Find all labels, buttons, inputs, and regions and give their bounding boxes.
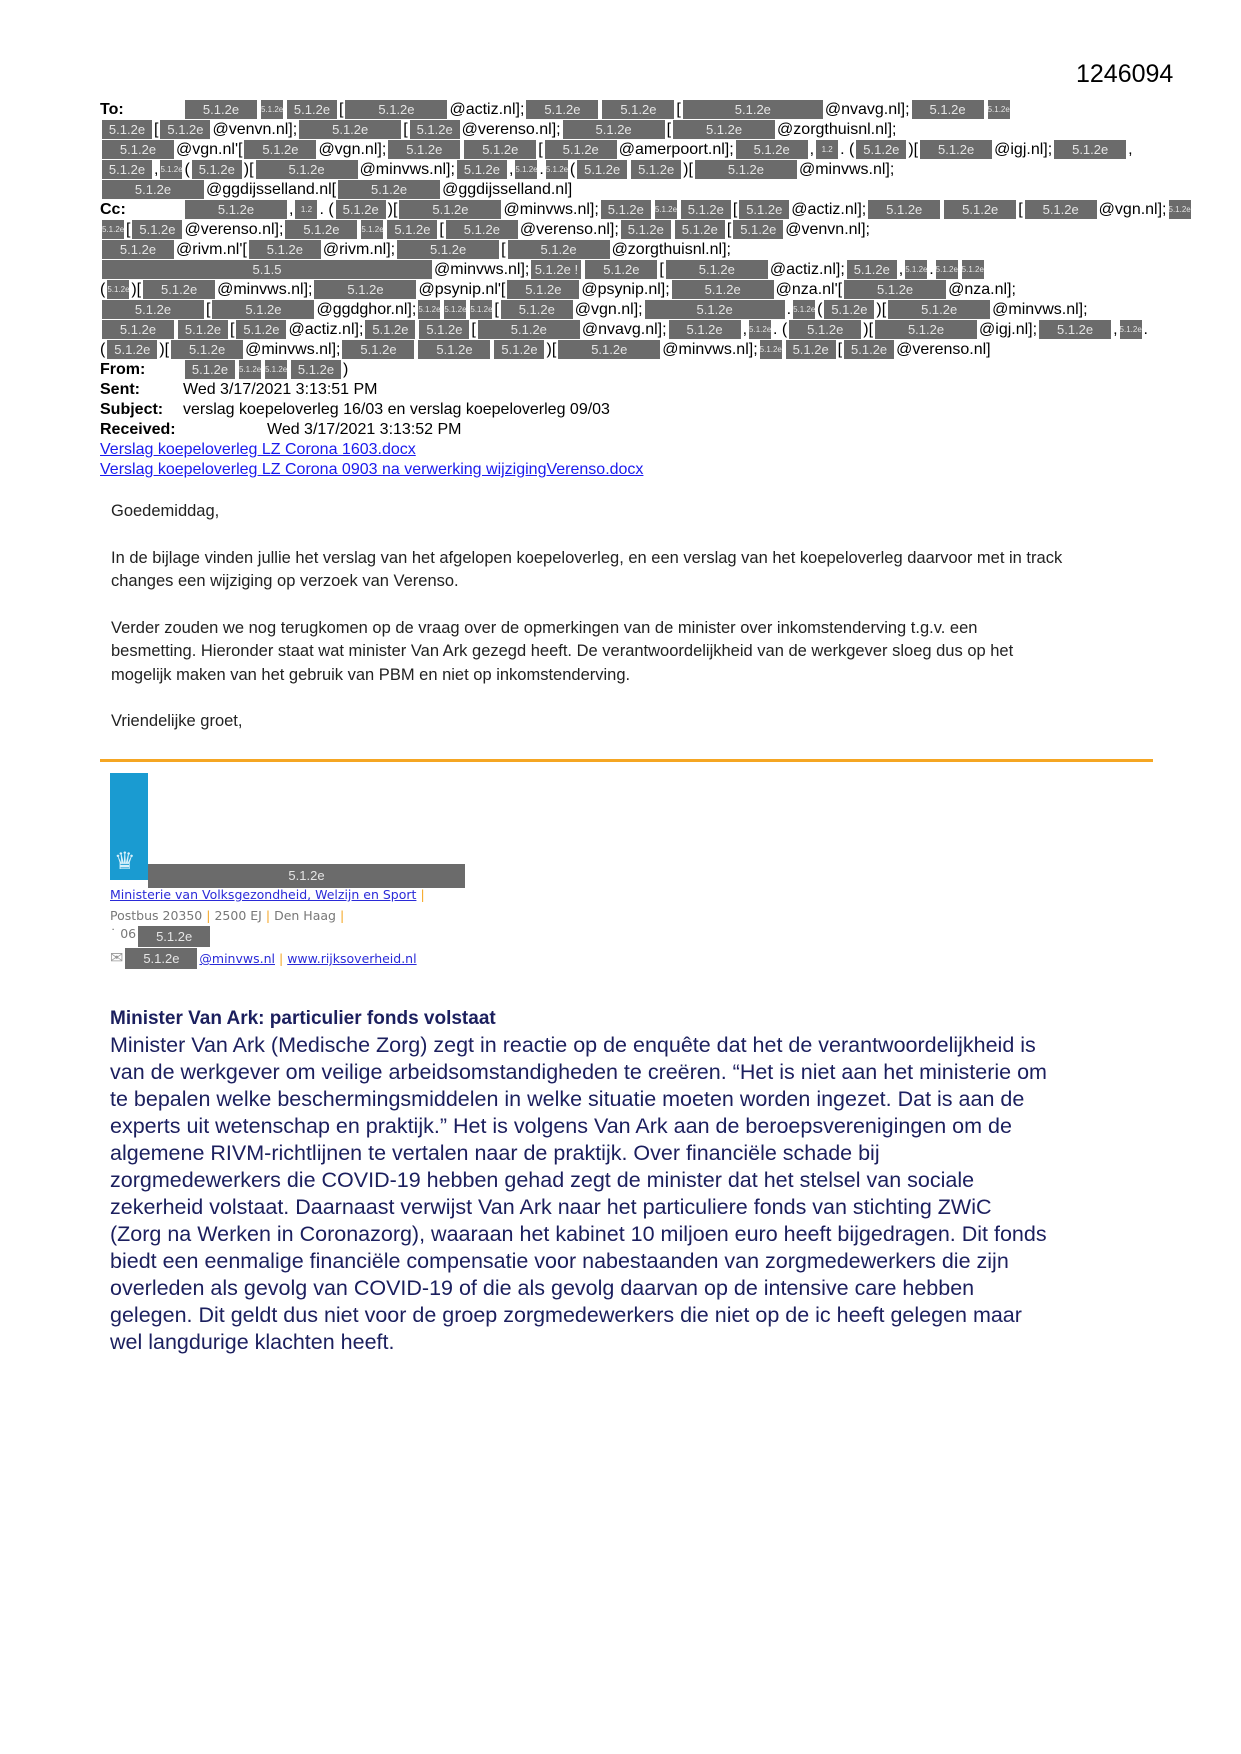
cc-row <box>100 320 1148 340</box>
redaction-box: 5.1.2e <box>418 300 440 319</box>
recipient-text: )[ <box>546 341 557 358</box>
redaction-box: 5.1.2e <box>102 300 204 319</box>
recipient-text: )[ <box>159 341 170 358</box>
redaction-box: 5.1.2e <box>185 200 287 219</box>
recipient-text: @nvavg.nl]; <box>581 321 667 338</box>
recipient-text: [ <box>666 121 672 138</box>
recipient-text: @igj.nl]; <box>979 321 1038 338</box>
recipient-text: @vgn.nl]; <box>574 301 643 318</box>
ministry-link[interactable]: Ministerie van Volksgezondheid, Welzijn en Sport <box>110 887 417 902</box>
recipient-text: @minvws.nl]; <box>662 341 758 358</box>
field-label: Cc: <box>100 201 126 218</box>
cc-row <box>100 240 731 260</box>
recipient-text: @verenso.nl]; <box>184 221 284 238</box>
cc-row <box>100 200 1191 220</box>
redaction-box: 5.1.2e <box>102 160 152 179</box>
redaction-box: 5.1.2e <box>444 300 466 319</box>
received-row <box>100 420 643 440</box>
redaction-box: 5.1.2e <box>631 160 681 179</box>
redaction-box: 5.1.2e <box>418 340 490 359</box>
article-title: Minister Van Ark: particulier fonds volstaat <box>110 1008 496 1029</box>
redaction-box: 5.1.2e <box>672 280 774 299</box>
recipient-text: [ <box>837 341 843 358</box>
redaction-box: 5.1.2e <box>107 280 129 299</box>
redaction-box: 5.1.2e <box>185 100 257 119</box>
greeting: Goedemiddag, <box>111 502 220 520</box>
attachment-link[interactable]: Verslag koepeloverleg LZ Corona 1603.docx <box>100 441 416 458</box>
cc-row <box>100 300 1088 320</box>
redaction-box: 5.1.2e <box>824 300 874 319</box>
redaction-box: 5.1.2e <box>545 140 617 159</box>
redaction-box: 5.1.2e <box>102 320 174 339</box>
recipient-text: . ( <box>319 201 334 218</box>
redaction-box: 5.1.2e <box>256 160 358 179</box>
subject-row <box>100 400 643 420</box>
article-line: (Zorg na Werken in Coronazorg), waaraan het kabinet 10 miljoen euro heeft bijgedragen. Dit fonds <box>110 1222 1047 1246</box>
recipient-text: ( <box>817 301 823 318</box>
recipient-text: [ <box>403 121 408 138</box>
redaction-box: 5.1.2e <box>285 220 357 239</box>
recipient-text: [ <box>676 101 681 118</box>
article-line: experts uit wetenschap en praktijk.” Het is volgens Van Ark aan de beroepsverenigingen om de <box>110 1114 1012 1138</box>
redaction-box: 5.1.2e <box>655 200 677 219</box>
field-label: Sent: <box>100 381 140 398</box>
redaction-box: 5.1.2e <box>387 220 437 239</box>
recipient-text: ( <box>100 341 106 358</box>
redaction-box: 5.1.2e <box>602 100 674 119</box>
redaction-box: 5.1.2e <box>526 100 598 119</box>
redaction-box: 5.1.2e <box>844 280 946 299</box>
recipient-text: @nza.nl]; <box>948 281 1016 298</box>
recipient-text: @verenso.nl]; <box>461 121 561 138</box>
subject-value: verslag koepeloverleg 16/03 en verslag koepeloverleg 09/03 <box>183 401 610 418</box>
redaction-box: 5.1.2e <box>236 320 286 339</box>
recipient-text: @venvn.nl]; <box>785 221 870 238</box>
cc-row <box>100 340 991 360</box>
recipient-text: @vgn.nl'[ <box>176 141 243 158</box>
redaction-box: 5.1.2e <box>345 100 447 119</box>
to-row <box>100 160 895 180</box>
redaction-box: 5.1.2e <box>683 100 823 119</box>
redaction-box: 5.1.2e <box>736 140 808 159</box>
para2-line: mogelijk maken van het gebruik van PBM en niet op inkomstenderving. <box>111 665 631 684</box>
recipient-text: [ <box>1018 201 1023 218</box>
recipient-text: @rivm.nl'[ <box>176 241 247 258</box>
para1-line: changes een wijziging op verzoek van Verenso. <box>111 572 459 590</box>
attachment-link[interactable]: Verslag koepeloverleg LZ Corona 0903 na verwerking wijzigingVerenso.docx <box>100 461 644 478</box>
recipient-text: @zorgthuisnl.nl]; <box>611 241 731 258</box>
recipient-text: @minvws.nl]; <box>434 261 530 278</box>
recipient-text: @nza.nl'[ <box>775 281 843 298</box>
recipient-text: . ( <box>840 141 855 158</box>
redaction-box: 5.1.2e ! <box>531 260 581 279</box>
redaction-box: 5.1.2e <box>739 200 789 219</box>
redaction-box: 5.1.2e <box>577 160 627 179</box>
recipient-text: )[ <box>243 161 254 178</box>
redaction-box: 5.1.2e <box>102 180 204 199</box>
recipient-text: ( <box>184 161 190 178</box>
article-line: zorgmedewerkers die COVID-19 hebben gehad zegt de minister dat het stelsel van sociale <box>110 1168 975 1192</box>
to-row <box>100 140 1133 160</box>
phone-redaction: 5.1.2e <box>138 926 210 947</box>
recipient-text: @amerpoort.nl]; <box>618 141 734 158</box>
article-line: te bepalen welke beschermingsmiddelen in welke situatie moeten worden ingezet. Dat is aan de <box>110 1087 1025 1111</box>
to-row <box>100 180 643 200</box>
redaction-box: 5.1.2e <box>962 260 984 279</box>
redaction-box: 5.1.2e <box>185 360 235 379</box>
recipient-text: @igj.nl]; <box>994 141 1053 158</box>
redaction-box: 5.1.2e <box>944 200 1016 219</box>
redaction-box: 5.1.2e <box>585 260 657 279</box>
recipient-text: , <box>742 321 748 338</box>
redaction-box: 5.1.2e <box>856 140 906 159</box>
document-number: 1246094 <box>1076 60 1174 88</box>
recipient-text: @minvws.nl]; <box>245 341 341 358</box>
redaction-box: 5.1.2e <box>621 220 671 239</box>
redaction-box: 1.2 <box>295 200 317 219</box>
redaction-box: 5.1.2e <box>102 120 152 139</box>
redaction-box: 5.1.2e <box>287 100 337 119</box>
redaction-box: 5.1.2e <box>695 160 797 179</box>
recipient-text: @psynip.nl'[ <box>418 281 506 298</box>
coat-of-arms-icon: ♛ <box>114 848 136 875</box>
recipient-text: [ <box>501 241 506 258</box>
redaction-box: 5.1.2e <box>107 340 157 359</box>
recipient-text: , <box>898 261 904 278</box>
to-row <box>100 120 897 140</box>
recipient-text: @vgn.nl]; <box>1098 201 1167 218</box>
sent-row <box>100 380 643 400</box>
redaction-box: 5.1.2e <box>508 240 610 259</box>
redaction-box: 1.2 <box>816 140 838 159</box>
recipient-text: )[ <box>683 161 693 178</box>
para1-line: In de bijlage vinden jullie het verslag van het afgelopen koepeloverleg, en een verslag van het koepeloverleg daarvoor met in track <box>111 548 1063 567</box>
recipient-text: [ <box>538 141 543 158</box>
recipient-text: @venvn.nl]; <box>212 121 298 138</box>
recipient-text: @nvavg.nl]; <box>824 101 910 118</box>
recipient-text: @verenso.nl]; <box>519 221 619 238</box>
redaction-box: 5.1.2e <box>681 200 731 219</box>
redaction-box: 5.1.2e <box>132 220 182 239</box>
recipient-text: @minvws.nl]; <box>798 161 895 178</box>
redaction-box: 5.1.2e <box>847 260 897 279</box>
closing: Vriendelijke groet, <box>111 712 243 730</box>
redaction-box: 5.1.2e <box>669 320 741 339</box>
recipient-text: @vgn.nl]; <box>318 141 387 158</box>
recipient-text: @zorgthuisnl.nl]; <box>777 121 897 138</box>
redaction-box: 5.1.2e <box>673 120 775 139</box>
redaction-box: 5.1.2e <box>388 140 460 159</box>
redaction-box: 5.1.2e <box>102 140 174 159</box>
phone-icon: ˙ <box>110 926 117 941</box>
recipient-text: ) <box>343 361 349 378</box>
recipient-text: , <box>1128 141 1133 158</box>
from-row <box>100 360 643 380</box>
redaction-box: 5.1.2e <box>793 300 815 319</box>
article-line: overleden als gevolg van COVID-19 of die als gevolg daarvan op de intensive care hebben <box>110 1276 975 1300</box>
field-label: Received: <box>100 421 176 438</box>
recipient-text: )[ <box>387 201 398 218</box>
para2-line: besmetting. Hieronder staat wat minister Van Ark gezegd heeft. De verantwoordelijkheid van de werkgever sloeg dus op het <box>111 642 1014 660</box>
signature-divider <box>100 759 1153 762</box>
para2-line: Verder zouden we nog terugkomen op de vraag over de opmerkingen van de minister over inkomstenderving t.g.v. een <box>111 618 978 637</box>
recipient-text: @actiz.nl]; <box>288 321 364 338</box>
redaction-box: 5.1.2e <box>1039 320 1111 339</box>
redaction-box: 5.1.2e <box>102 240 174 259</box>
redaction-box: 5.1.2e <box>912 100 984 119</box>
recipient-text: )[ <box>863 321 874 338</box>
redaction-box: 5.1.2e <box>244 140 316 159</box>
redaction-box: 5.1.2e <box>936 260 958 279</box>
redaction-box: 5.1.2e <box>546 160 568 179</box>
article-line: algemene RIVM-richtlijnen te vertalen naar de praktijk. Over financiële schade bij <box>110 1141 880 1165</box>
redaction-box: 5.1.2e <box>494 340 544 359</box>
redaction-box: 5.1.2e <box>1169 200 1191 219</box>
redaction-box: 5.1.2e <box>601 200 651 219</box>
recipient-text: ( <box>569 161 576 178</box>
recipient-text: @verenso.nl] <box>896 341 991 358</box>
recipient-text: @psynip.nl]; <box>581 281 670 298</box>
redaction-box: 5.1.2e <box>212 300 314 319</box>
rijksoverheid-logo <box>110 773 148 880</box>
recipient-text: , <box>1113 321 1118 338</box>
sent-value: Wed 3/17/2021 3:13:51 PM <box>183 381 378 398</box>
redaction-box: 5.1.2e <box>507 280 579 299</box>
article-line: zekerheid volstaat. Daarnaast verwijst Van Ark naar het particuliere fonds van stichting ZWiC <box>110 1195 992 1219</box>
redaction-box: 5.1.2e <box>291 360 341 379</box>
redaction-box: 5.1.2e <box>786 340 836 359</box>
recipient-text: . <box>1143 321 1148 338</box>
recipient-text: [ <box>732 201 738 218</box>
recipient-text: [ <box>726 221 732 238</box>
redaction-box: 5.1.5 <box>102 260 432 279</box>
recipient-text: [ <box>126 221 131 238</box>
redaction-box: 5.1.2e <box>905 260 927 279</box>
redaction-box: 5.1.2e <box>749 320 771 339</box>
redaction-box: 5.1.2e <box>143 280 215 299</box>
redaction-box: 5.1.2e <box>336 200 386 219</box>
article-line: van de werkgever om veilige arbeidsomstandigheden te creëren. “Het is niet aan het ministerie om <box>110 1060 1047 1084</box>
redaction-box: 5.1.2e <box>888 300 990 319</box>
redaction-box: 5.1.2e <box>160 120 210 139</box>
recipient-text: ( <box>100 281 106 298</box>
redaction-box: 5.1.2e <box>501 300 573 319</box>
redaction-box: 5.1.2e <box>920 140 992 159</box>
recipient-text: @actiz.nl]; <box>449 101 525 118</box>
redaction-box: 5.1.2e <box>666 260 768 279</box>
redaction-box: 5.1.2e <box>314 280 416 299</box>
redaction-box: 5.1.2e <box>365 320 415 339</box>
recipient-text: . <box>786 301 792 318</box>
redaction-box: 5.1.2e <box>470 300 492 319</box>
recipient-text: [ <box>339 101 344 118</box>
article-line: gelegen. Dit geldt dus niet voor de groep zorgmedewerkers die niet op de ic heeft gelegen maar <box>110 1303 1022 1327</box>
recipient-text: @minvws.nl]; <box>503 201 599 218</box>
recipient-text: )[ <box>876 301 887 318</box>
redaction-box: 5.1.2e <box>464 140 536 159</box>
field-label: Subject: <box>100 401 164 418</box>
redaction-box: 5.1.2e <box>261 100 283 119</box>
redaction-box: 5.1.2e <box>171 340 243 359</box>
recipient-text: @ggdghor.nl]; <box>316 301 417 318</box>
recipient-text: [ <box>439 221 444 238</box>
phone-line: ˙ 06 5.1.2e <box>110 926 212 947</box>
email-header <box>100 100 1191 480</box>
recipient-text: @actiz.nl]; <box>769 261 845 278</box>
redaction-box: 5.1.2e <box>1054 140 1126 159</box>
redaction-box: 5.1.2e <box>875 320 977 339</box>
recipient-text: [ <box>471 321 476 338</box>
received-value: Wed 3/17/2021 3:13:52 PM <box>267 421 462 438</box>
recipient-text: , <box>289 201 294 218</box>
redaction-box: 5.1.2e <box>1025 200 1097 219</box>
recipient-text: @actiz.nl]; <box>791 201 867 218</box>
address-line: Postbus 20350 | 2500 EJ | Den Haag | <box>110 908 345 923</box>
redaction-box: 5.1.2e <box>988 100 1010 119</box>
redaction-box: 5.1.2e <box>844 340 894 359</box>
article <box>110 1006 1047 1356</box>
email-line: ✉ 5.1.2e @minvws.nl | www.rijksoverheid.nl <box>110 948 417 967</box>
redaction-box: 5.1.2e <box>299 120 401 139</box>
cc-row <box>100 260 984 280</box>
email-redaction: 5.1.2e <box>125 948 197 969</box>
website-link[interactable]: www.rijksoverheid.nl <box>287 951 417 966</box>
redaction-box: 5.1.2e <box>192 160 242 179</box>
recipient-text: @minvws.nl]; <box>992 301 1088 318</box>
redaction-box: 5.1.2e <box>733 220 783 239</box>
recipient-text: , <box>154 161 159 178</box>
recipient-text: . <box>539 161 544 178</box>
recipient-text: @ggdijsselland.nl] <box>442 181 573 198</box>
article-line: biedt een eenmalige financiële compensatie voor nabestaanden van zorgmedewerkers die zijn <box>110 1249 1009 1273</box>
field-label: From: <box>100 361 146 378</box>
redaction-box: 5.1.2e <box>478 320 580 339</box>
email-link[interactable]: @minvws.nl <box>199 951 275 966</box>
redaction-box: 5.1.2e <box>160 160 182 179</box>
redaction-box: 5.1.2e <box>760 340 782 359</box>
cc-row <box>100 220 870 240</box>
redaction-box: 5.1.2e <box>868 200 940 219</box>
email-body <box>111 500 1062 734</box>
cc-row <box>100 280 1016 300</box>
recipient-text: @minvws.nl]; <box>359 161 455 178</box>
recipient-text: , <box>508 161 514 178</box>
redaction-box: 5.1.2e <box>342 340 414 359</box>
redaction-box: 5.1.2e <box>563 120 665 139</box>
ministry-line: Ministerie van Volksgezondheid, Welzijn en Sport | <box>110 887 425 902</box>
recipient-text: . ( <box>773 321 788 338</box>
redaction-box: 5.1.2e <box>249 240 321 259</box>
recipient-text: @ggdijsselland.nl[ <box>206 181 337 198</box>
to-row <box>100 100 1010 120</box>
redaction-box: 5.1.2e <box>419 320 469 339</box>
redaction-box: 5.1.2e <box>397 240 499 259</box>
name-redaction: 5.1.2e <box>148 864 465 888</box>
recipient-text: @rivm.nl]; <box>322 241 396 258</box>
recipient-text: @minvws.nl]; <box>217 281 313 298</box>
article-line: wel langdurige klachten heeft. <box>110 1330 395 1354</box>
redaction-box: 5.1.2e <box>645 300 785 319</box>
recipient-text: [ <box>154 121 159 138</box>
redaction-box: 5.1.2e <box>1120 320 1142 339</box>
redaction-box: 5.1.2e <box>265 360 287 379</box>
recipient-text: . <box>929 261 934 278</box>
redaction-box: 5.1.2e <box>338 180 440 199</box>
recipient-text: [ <box>206 301 211 318</box>
redaction-box: 5.1.2e <box>178 320 228 339</box>
field-label: To: <box>100 101 124 118</box>
redaction-box: 5.1.2e <box>361 220 383 239</box>
recipient-text: )[ <box>908 141 919 158</box>
recipient-text: [ <box>494 301 499 318</box>
redaction-box: 5.1.2e <box>457 160 507 179</box>
redaction-box: 5.1.2e <box>789 320 861 339</box>
redaction-box: 5.1.2e <box>410 120 460 139</box>
redaction-box: 5.1.2e <box>239 360 261 379</box>
article-line: Minister Van Ark (Medische Zorg) zegt in reactie op de enquête dat het de verantwoordelijkheid is <box>110 1033 1036 1057</box>
recipient-text: , <box>809 141 815 158</box>
redaction-box: 5.1.2e <box>399 200 501 219</box>
recipient-text: [ <box>230 321 235 338</box>
redaction-box: 5.1.2e <box>675 220 725 239</box>
redaction-box: 5.1.2e <box>515 160 537 179</box>
redaction-box: 5.1.2e <box>558 340 660 359</box>
redaction-box: 5.1.2e <box>102 220 124 239</box>
recipient-text: )[ <box>131 281 142 298</box>
recipient-text: [ <box>659 261 664 278</box>
redaction-box: 5.1.2e <box>446 220 518 239</box>
envelope-icon: ✉ <box>110 948 124 967</box>
